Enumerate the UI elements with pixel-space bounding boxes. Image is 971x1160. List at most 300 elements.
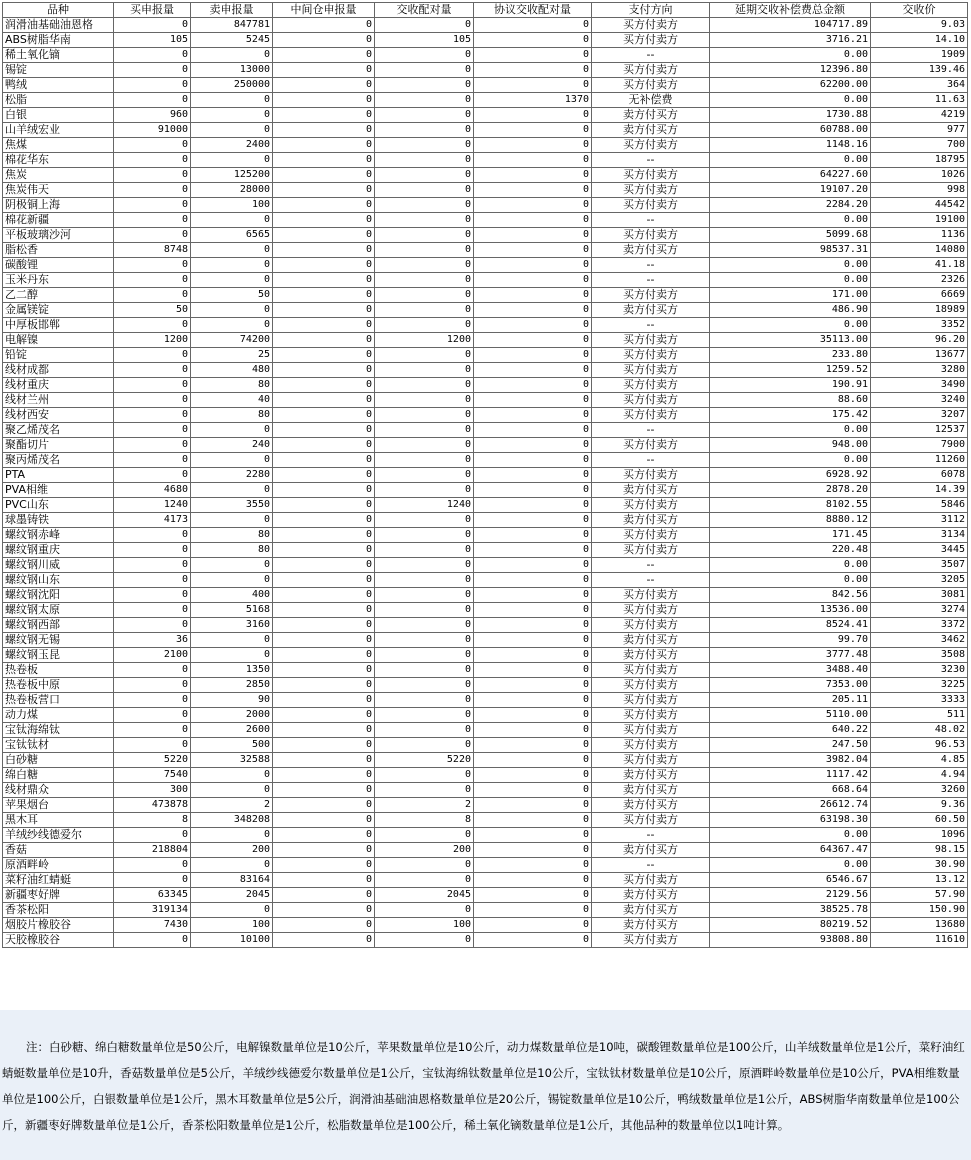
header-cell-variety: 品种	[3, 3, 114, 18]
cell-payment-direction: 买方付卖方	[592, 378, 710, 393]
cell-variety: 热卷板	[3, 663, 114, 678]
table-row	[3, 393, 968, 408]
cell-intermediate-qty: 0	[273, 798, 375, 813]
cell-settlement-price: 11.63	[871, 93, 968, 108]
cell-variety: 焦炭	[3, 168, 114, 183]
cell-payment-direction: --	[592, 213, 710, 228]
table-row	[3, 288, 968, 303]
cell-intermediate-qty: 0	[273, 723, 375, 738]
header-cell-matched-qty: 交收配对量	[375, 3, 474, 18]
table-header	[3, 3, 968, 18]
table-row	[3, 258, 968, 273]
cell-payment-direction: 买方付卖方	[592, 528, 710, 543]
cell-intermediate-qty: 0	[273, 228, 375, 243]
cell-payment-direction: 买方付卖方	[592, 348, 710, 363]
cell-intermediate-qty: 0	[273, 408, 375, 423]
cell-agreement-qty: 0	[474, 393, 592, 408]
cell-compensation-total: 0.00	[710, 273, 871, 288]
cell-payment-direction: 卖方付买方	[592, 843, 710, 858]
cell-matched-qty: 0	[375, 348, 474, 363]
table-row	[3, 228, 968, 243]
cell-buy-qty: 0	[114, 138, 191, 153]
table-row	[3, 348, 968, 363]
table-row	[3, 903, 968, 918]
table-row	[3, 168, 968, 183]
cell-compensation-total: 6546.67	[710, 873, 871, 888]
cell-variety: 球墨铸铁	[3, 513, 114, 528]
cell-variety: 绵白糖	[3, 768, 114, 783]
cell-settlement-price: 150.90	[871, 903, 968, 918]
cell-payment-direction: 买方付卖方	[592, 663, 710, 678]
cell-settlement-price: 4.94	[871, 768, 968, 783]
cell-settlement-price: 700	[871, 138, 968, 153]
cell-compensation-total: 19107.20	[710, 183, 871, 198]
table-row	[3, 438, 968, 453]
cell-agreement-qty: 0	[474, 258, 592, 273]
cell-buy-qty: 0	[114, 933, 191, 948]
cell-matched-qty: 0	[375, 138, 474, 153]
table-row	[3, 873, 968, 888]
cell-matched-qty: 0	[375, 288, 474, 303]
cell-variety: 线材兰州	[3, 393, 114, 408]
cell-sell-qty: 0	[191, 213, 273, 228]
cell-compensation-total: 0.00	[710, 573, 871, 588]
cell-agreement-qty: 0	[474, 858, 592, 873]
cell-payment-direction: --	[592, 558, 710, 573]
cell-payment-direction: --	[592, 423, 710, 438]
cell-variety: 螺纹钢川威	[3, 558, 114, 573]
cell-sell-qty: 0	[191, 903, 273, 918]
cell-agreement-qty: 0	[474, 603, 592, 618]
cell-settlement-price: 18795	[871, 153, 968, 168]
cell-agreement-qty: 0	[474, 633, 592, 648]
cell-agreement-qty: 0	[474, 153, 592, 168]
cell-buy-qty: 0	[114, 423, 191, 438]
cell-settlement-price: 9.03	[871, 18, 968, 33]
cell-compensation-total: 0.00	[710, 213, 871, 228]
cell-variety: 线材成都	[3, 363, 114, 378]
cell-matched-qty: 0	[375, 483, 474, 498]
cell-sell-qty: 0	[191, 123, 273, 138]
cell-matched-qty: 0	[375, 723, 474, 738]
cell-agreement-qty: 0	[474, 453, 592, 468]
cell-settlement-price: 139.46	[871, 63, 968, 78]
cell-buy-qty: 0	[114, 693, 191, 708]
table-row	[3, 693, 968, 708]
cell-agreement-qty: 0	[474, 228, 592, 243]
cell-settlement-price: 11260	[871, 453, 968, 468]
cell-agreement-qty: 0	[474, 183, 592, 198]
cell-matched-qty: 0	[375, 708, 474, 723]
cell-buy-qty: 0	[114, 678, 191, 693]
cell-compensation-total: 2284.20	[710, 198, 871, 213]
cell-compensation-total: 2878.20	[710, 483, 871, 498]
cell-settlement-price: 1136	[871, 228, 968, 243]
cell-payment-direction: 卖方付买方	[592, 648, 710, 663]
cell-settlement-price: 12537	[871, 423, 968, 438]
cell-variety: 羊绒纱线德爱尔	[3, 828, 114, 843]
cell-payment-direction: 买方付卖方	[592, 753, 710, 768]
cell-agreement-qty: 0	[474, 708, 592, 723]
cell-agreement-qty: 0	[474, 423, 592, 438]
cell-payment-direction: 买方付卖方	[592, 363, 710, 378]
table-row	[3, 918, 968, 933]
table-row	[3, 453, 968, 468]
cell-compensation-total: 0.00	[710, 258, 871, 273]
cell-compensation-total: 948.00	[710, 438, 871, 453]
cell-variety: 棉花华东	[3, 153, 114, 168]
cell-sell-qty: 0	[191, 303, 273, 318]
cell-sell-qty: 0	[191, 258, 273, 273]
cell-matched-qty: 0	[375, 513, 474, 528]
cell-buy-qty: 0	[114, 48, 191, 63]
cell-buy-qty: 0	[114, 273, 191, 288]
cell-matched-qty: 200	[375, 843, 474, 858]
cell-agreement-qty: 0	[474, 378, 592, 393]
cell-intermediate-qty: 0	[273, 738, 375, 753]
cell-compensation-total: 26612.74	[710, 798, 871, 813]
cell-intermediate-qty: 0	[273, 123, 375, 138]
cell-variety: 鸭绒	[3, 78, 114, 93]
cell-settlement-price: 3207	[871, 408, 968, 423]
cell-compensation-total: 0.00	[710, 828, 871, 843]
cell-matched-qty: 0	[375, 768, 474, 783]
cell-variety: 松脂	[3, 93, 114, 108]
cell-intermediate-qty: 0	[273, 573, 375, 588]
cell-matched-qty: 0	[375, 468, 474, 483]
cell-intermediate-qty: 0	[273, 318, 375, 333]
cell-agreement-qty: 0	[474, 798, 592, 813]
cell-compensation-total: 0.00	[710, 858, 871, 873]
cell-intermediate-qty: 0	[273, 333, 375, 348]
cell-agreement-qty: 0	[474, 498, 592, 513]
cell-agreement-qty: 0	[474, 933, 592, 948]
cell-settlement-price: 13.12	[871, 873, 968, 888]
cell-compensation-total: 486.90	[710, 303, 871, 318]
cell-variety: 金属镁锭	[3, 303, 114, 318]
table-row	[3, 843, 968, 858]
cell-buy-qty: 105	[114, 33, 191, 48]
cell-compensation-total: 104717.89	[710, 18, 871, 33]
table-row	[3, 243, 968, 258]
cell-settlement-price: 3462	[871, 633, 968, 648]
cell-buy-qty: 8748	[114, 243, 191, 258]
cell-buy-qty: 0	[114, 198, 191, 213]
table-row	[3, 423, 968, 438]
cell-intermediate-qty: 0	[273, 558, 375, 573]
cell-settlement-price: 3507	[871, 558, 968, 573]
cell-intermediate-qty: 0	[273, 138, 375, 153]
cell-buy-qty: 218804	[114, 843, 191, 858]
cell-intermediate-qty: 0	[273, 603, 375, 618]
table-row	[3, 708, 968, 723]
cell-sell-qty: 0	[191, 243, 273, 258]
cell-sell-qty: 13000	[191, 63, 273, 78]
cell-matched-qty: 0	[375, 198, 474, 213]
cell-payment-direction: 买方付卖方	[592, 228, 710, 243]
cell-payment-direction: 买方付卖方	[592, 873, 710, 888]
cell-intermediate-qty: 0	[273, 843, 375, 858]
cell-variety: 山羊绒宏业	[3, 123, 114, 138]
cell-variety: 螺纹钢太原	[3, 603, 114, 618]
cell-matched-qty: 105	[375, 33, 474, 48]
cell-payment-direction: 买方付卖方	[592, 693, 710, 708]
cell-compensation-total: 12396.80	[710, 63, 871, 78]
cell-payment-direction: 卖方付买方	[592, 768, 710, 783]
cell-agreement-qty: 0	[474, 78, 592, 93]
cell-matched-qty: 0	[375, 903, 474, 918]
cell-settlement-price: 11610	[871, 933, 968, 948]
cell-matched-qty: 1200	[375, 333, 474, 348]
cell-payment-direction: 买方付卖方	[592, 738, 710, 753]
cell-settlement-price: 18989	[871, 303, 968, 318]
cell-variety: 线材鼎众	[3, 783, 114, 798]
cell-sell-qty: 0	[191, 423, 273, 438]
cell-variety: 螺纹钢重庆	[3, 543, 114, 558]
cell-agreement-qty: 0	[474, 903, 592, 918]
cell-compensation-total: 7353.00	[710, 678, 871, 693]
cell-intermediate-qty: 0	[273, 393, 375, 408]
cell-variety: 烟胶片橡胶谷	[3, 918, 114, 933]
cell-matched-qty: 0	[375, 153, 474, 168]
cell-agreement-qty: 0	[474, 918, 592, 933]
cell-buy-qty: 0	[114, 603, 191, 618]
cell-matched-qty: 0	[375, 393, 474, 408]
cell-agreement-qty: 0	[474, 363, 592, 378]
cell-settlement-price: 44542	[871, 198, 968, 213]
table-row	[3, 33, 968, 48]
cell-matched-qty: 0	[375, 873, 474, 888]
table-row	[3, 543, 968, 558]
cell-payment-direction: 买方付卖方	[592, 543, 710, 558]
cell-payment-direction: 买方付卖方	[592, 618, 710, 633]
cell-agreement-qty: 0	[474, 63, 592, 78]
cell-settlement-price: 1026	[871, 168, 968, 183]
cell-buy-qty: 0	[114, 63, 191, 78]
cell-sell-qty: 0	[191, 153, 273, 168]
cell-matched-qty: 0	[375, 558, 474, 573]
cell-compensation-total: 0.00	[710, 423, 871, 438]
cell-compensation-total: 0.00	[710, 48, 871, 63]
cell-buy-qty: 0	[114, 573, 191, 588]
table-row	[3, 78, 968, 93]
cell-compensation-total: 171.00	[710, 288, 871, 303]
cell-matched-qty: 0	[375, 378, 474, 393]
cell-variety: 脂松香	[3, 243, 114, 258]
cell-agreement-qty: 0	[474, 843, 592, 858]
cell-agreement-qty: 0	[474, 873, 592, 888]
cell-variety: 螺纹钢西部	[3, 618, 114, 633]
cell-intermediate-qty: 0	[273, 618, 375, 633]
cell-sell-qty: 0	[191, 513, 273, 528]
cell-variety: 乙二醇	[3, 288, 114, 303]
cell-variety: 黑木耳	[3, 813, 114, 828]
cell-agreement-qty: 0	[474, 168, 592, 183]
cell-settlement-price: 3274	[871, 603, 968, 618]
cell-agreement-qty: 0	[474, 783, 592, 798]
cell-matched-qty: 0	[375, 618, 474, 633]
cell-buy-qty: 0	[114, 18, 191, 33]
cell-variety: PTA	[3, 468, 114, 483]
cell-sell-qty: 5168	[191, 603, 273, 618]
cell-compensation-total: 6928.92	[710, 468, 871, 483]
cell-compensation-total: 1730.88	[710, 108, 871, 123]
cell-sell-qty: 80	[191, 543, 273, 558]
cell-buy-qty: 0	[114, 723, 191, 738]
cell-variety: PVA相维	[3, 483, 114, 498]
cell-payment-direction: 卖方付买方	[592, 783, 710, 798]
cell-settlement-price: 2326	[871, 273, 968, 288]
cell-agreement-qty: 0	[474, 828, 592, 843]
table-row	[3, 108, 968, 123]
cell-intermediate-qty: 0	[273, 903, 375, 918]
table-row	[3, 663, 968, 678]
header-cell-compensation-total: 延期交收补偿费总金额	[710, 3, 871, 18]
cell-agreement-qty: 0	[474, 753, 592, 768]
table-row	[3, 333, 968, 348]
cell-agreement-qty: 0	[474, 288, 592, 303]
cell-settlement-price: 6669	[871, 288, 968, 303]
cell-payment-direction: 买方付卖方	[592, 708, 710, 723]
cell-matched-qty: 0	[375, 573, 474, 588]
cell-variety: 螺纹钢沈阳	[3, 588, 114, 603]
cell-sell-qty: 0	[191, 108, 273, 123]
table-row	[3, 738, 968, 753]
cell-matched-qty: 0	[375, 303, 474, 318]
cell-payment-direction: --	[592, 318, 710, 333]
table-row	[3, 138, 968, 153]
cell-payment-direction: --	[592, 153, 710, 168]
cell-intermediate-qty: 0	[273, 423, 375, 438]
cell-intermediate-qty: 0	[273, 678, 375, 693]
cell-compensation-total: 5110.00	[710, 708, 871, 723]
table-row	[3, 513, 968, 528]
cell-matched-qty: 100	[375, 918, 474, 933]
cell-compensation-total: 8524.41	[710, 618, 871, 633]
header-cell-buy-qty: 买申报量	[114, 3, 191, 18]
cell-intermediate-qty: 0	[273, 33, 375, 48]
header-cell-intermediate-qty: 中间仓申报量	[273, 3, 375, 18]
cell-matched-qty: 0	[375, 168, 474, 183]
cell-payment-direction: 卖方付买方	[592, 483, 710, 498]
cell-settlement-price: 13680	[871, 918, 968, 933]
cell-settlement-price: 3490	[871, 378, 968, 393]
cell-payment-direction: 买方付卖方	[592, 393, 710, 408]
cell-payment-direction: 买方付卖方	[592, 933, 710, 948]
cell-buy-qty: 0	[114, 558, 191, 573]
cell-compensation-total: 63198.30	[710, 813, 871, 828]
cell-compensation-total: 0.00	[710, 558, 871, 573]
cell-buy-qty: 473878	[114, 798, 191, 813]
cell-variety: 电解镍	[3, 333, 114, 348]
cell-payment-direction: 买方付卖方	[592, 198, 710, 213]
cell-matched-qty: 0	[375, 438, 474, 453]
cell-sell-qty: 0	[191, 858, 273, 873]
cell-compensation-total: 13536.00	[710, 603, 871, 618]
cell-intermediate-qty: 0	[273, 873, 375, 888]
cell-intermediate-qty: 0	[273, 63, 375, 78]
cell-sell-qty: 125200	[191, 168, 273, 183]
table-row	[3, 858, 968, 873]
cell-sell-qty: 250000	[191, 78, 273, 93]
cell-buy-qty: 1240	[114, 498, 191, 513]
cell-variety: 香茶松阳	[3, 903, 114, 918]
cell-variety: 稀土氧化镝	[3, 48, 114, 63]
cell-compensation-total: 5099.68	[710, 228, 871, 243]
cell-settlement-price: 9.36	[871, 798, 968, 813]
cell-compensation-total: 668.64	[710, 783, 871, 798]
cell-sell-qty: 0	[191, 318, 273, 333]
table-row	[3, 213, 968, 228]
cell-payment-direction: 买方付卖方	[592, 723, 710, 738]
cell-sell-qty: 3160	[191, 618, 273, 633]
cell-intermediate-qty: 0	[273, 918, 375, 933]
cell-settlement-price: 3112	[871, 513, 968, 528]
cell-variety: 碳酸锂	[3, 258, 114, 273]
cell-sell-qty: 0	[191, 558, 273, 573]
cell-matched-qty: 0	[375, 603, 474, 618]
cell-matched-qty: 0	[375, 783, 474, 798]
cell-intermediate-qty: 0	[273, 858, 375, 873]
cell-matched-qty: 0	[375, 273, 474, 288]
cell-buy-qty: 319134	[114, 903, 191, 918]
cell-compensation-total: 3777.48	[710, 648, 871, 663]
cell-buy-qty: 0	[114, 453, 191, 468]
header-cell-settlement-price: 交收价	[871, 3, 968, 18]
cell-variety: 苹果烟台	[3, 798, 114, 813]
cell-agreement-qty: 0	[474, 663, 592, 678]
cell-sell-qty: 90	[191, 693, 273, 708]
table-row	[3, 483, 968, 498]
cell-sell-qty: 1350	[191, 663, 273, 678]
table-row	[3, 813, 968, 828]
cell-compensation-total: 842.56	[710, 588, 871, 603]
cell-sell-qty: 5245	[191, 33, 273, 48]
cell-agreement-qty: 0	[474, 543, 592, 558]
cell-variety: 线材重庆	[3, 378, 114, 393]
cell-intermediate-qty: 0	[273, 183, 375, 198]
cell-agreement-qty: 0	[474, 48, 592, 63]
cell-agreement-qty: 0	[474, 348, 592, 363]
footnote: 注：白砂糖、绵白糖数量单位是50公斤，电解镍数量单位是10公斤，苹果数量单位是10公斤，动力煤数量单位是10吨，碳酸锂数量单位是100公斤，山羊绒数量单位是1公斤，菜籽油红蜻蜓数量单位是10升，香菇数量单位是5公斤，羊绒纱线德爱尔数量单位是1公斤，宝钛海绵钛数量单位是10公斤，宝钛钛材数量单位是10公斤，原酒畔岭数量单位是10公斤，PVA相维数量单位是100公斤，白银数量单位是1公斤，黑木耳数量单位是5公斤，润滑油基础油恩格数量单位是20公斤，锡锭数量单位是10公斤，鸭绒数量单位是1公斤，ABS树脂华南数量单位是100公斤，新疆枣好牌数量单位是1公斤，香茶松阳数量单位是1公斤，松脂数量单位是100公斤，稀土氧化镝数量单位是1公斤，其他品种的数量单位以1吨计算。	[0, 1010, 971, 1160]
cell-settlement-price: 3240	[871, 393, 968, 408]
table-body	[3, 18, 968, 948]
cell-agreement-qty: 0	[474, 303, 592, 318]
cell-variety: 中厚板邯郸	[3, 318, 114, 333]
cell-compensation-total: 1148.16	[710, 138, 871, 153]
cell-sell-qty: 3550	[191, 498, 273, 513]
cell-intermediate-qty: 0	[273, 213, 375, 228]
cell-payment-direction: 买方付卖方	[592, 408, 710, 423]
cell-intermediate-qty: 0	[273, 468, 375, 483]
cell-intermediate-qty: 0	[273, 708, 375, 723]
cell-matched-qty: 0	[375, 213, 474, 228]
cell-matched-qty: 0	[375, 453, 474, 468]
cell-intermediate-qty: 0	[273, 753, 375, 768]
cell-compensation-total: 62200.00	[710, 78, 871, 93]
cell-buy-qty: 0	[114, 708, 191, 723]
cell-buy-qty: 0	[114, 663, 191, 678]
cell-settlement-price: 19100	[871, 213, 968, 228]
cell-payment-direction: 卖方付买方	[592, 123, 710, 138]
cell-sell-qty: 80	[191, 408, 273, 423]
cell-sell-qty: 2000	[191, 708, 273, 723]
cell-matched-qty: 0	[375, 93, 474, 108]
cell-agreement-qty: 0	[474, 213, 592, 228]
cell-settlement-price: 511	[871, 708, 968, 723]
cell-variety: 棉花新疆	[3, 213, 114, 228]
cell-intermediate-qty: 0	[273, 168, 375, 183]
